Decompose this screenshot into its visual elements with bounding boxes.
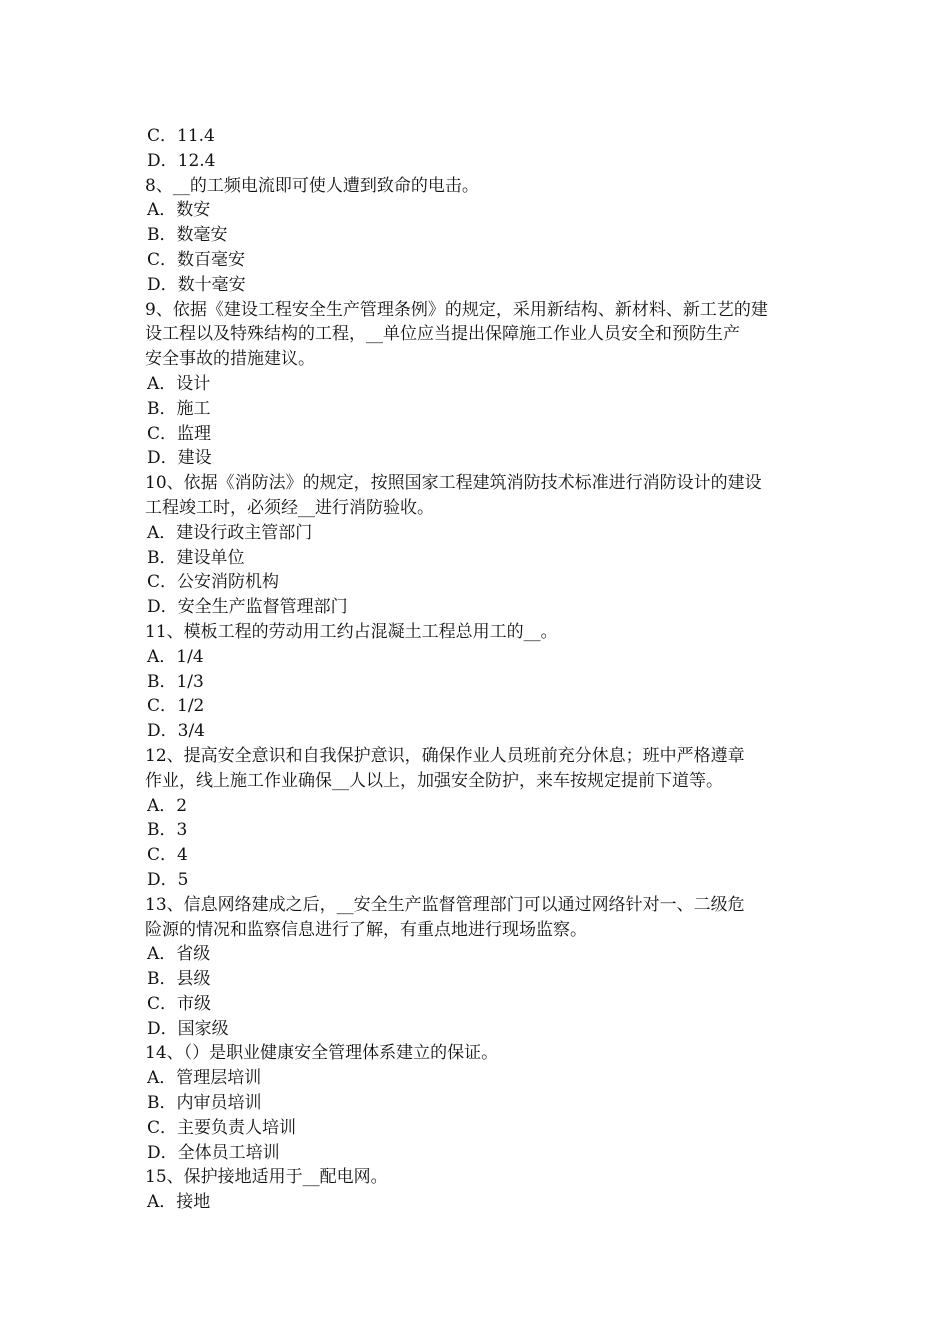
answer-option: A．设计	[147, 373, 211, 394]
answer-option: C．公安消防机构	[147, 572, 280, 593]
question-text-line: 13、信息网络建成之后，__安全生产监督管理部门可以通过网络针对一、二级危	[145, 894, 745, 915]
answer-option: A．数安	[147, 200, 211, 221]
answer-option: C．主要负责人培训	[147, 1117, 297, 1138]
answer-option: A．建设行政主管部门	[147, 522, 313, 543]
answer-option: D．建设	[147, 448, 212, 469]
answer-option: B．施工	[147, 398, 211, 419]
document-body	[145, 124, 815, 1215]
question-text-line: 险源的情况和监察信息进行了解，有重点地进行现场监察。	[145, 919, 587, 940]
answer-option: B．数毫安	[147, 225, 228, 246]
answer-option: B．建设单位	[147, 547, 245, 568]
answer-option: C．数百毫安	[147, 249, 246, 270]
answer-option: A．管理层培训	[147, 1068, 262, 1089]
question-text-line: 设工程以及特殊结构的工程，__单位应当提出保障施工作业人员安全和预防生产	[145, 324, 740, 345]
answer-option: A．省级	[147, 944, 211, 965]
answer-option: D．12.4	[147, 150, 216, 171]
question-text-line: 9、依据《建设工程安全生产管理条例》的规定，采用新结构、新材料、新工艺的建	[145, 299, 768, 320]
answer-option: C．4	[147, 845, 188, 866]
question-text-line: 作业，线上施工作业确保__人以上，加强安全防护，来车按规定提前下道等。	[145, 770, 723, 791]
question-text-line: 工程竣工时，必须经__进行消防验收。	[145, 497, 434, 518]
question-text-line: 15、保护接地适用于__配电网。	[145, 1167, 388, 1188]
answer-option: B．内审员培训	[147, 1093, 262, 1114]
question-text-line: 12、提高安全意识和自我保护意识，确保作业人员班前充分休息；班中严格遵章	[145, 745, 745, 766]
answer-option: A．1/4	[147, 646, 204, 667]
answer-option: B．3	[147, 820, 188, 841]
answer-option: D．国家级	[147, 1018, 229, 1039]
question-text-line: 10、依据《消防法》的规定，按照国家工程建筑消防技术标准进行消防设计的建设	[145, 473, 762, 494]
answer-option: C．市级	[147, 993, 212, 1014]
answer-option: C．监理	[147, 423, 212, 444]
answer-option: A．接地	[147, 1192, 211, 1213]
question-text-line: 14、（）是职业健康安全管理体系建立的保证。	[145, 1043, 499, 1064]
question-text-line: 安全事故的措施建议。	[145, 349, 315, 370]
answer-option: A．2	[147, 795, 188, 816]
answer-option: D．数十毫安	[147, 274, 246, 295]
answer-option: D．3/4	[147, 721, 205, 742]
answer-option: B．县级	[147, 969, 211, 990]
question-text-line: 8、__的工频电流即可使人遭到致命的电击。	[145, 175, 479, 196]
answer-option: D．5	[147, 869, 189, 890]
answer-option: B．1/3	[147, 671, 204, 692]
answer-option: C．11.4	[147, 126, 215, 146]
question-text-line: 11、模板工程的劳动用工约占混凝土工程总用工的__。	[145, 621, 558, 642]
answer-option: D．安全生产监督管理部门	[147, 597, 348, 618]
answer-option: C．1/2	[147, 696, 205, 717]
answer-option: D．全体员工培训	[147, 1142, 280, 1163]
